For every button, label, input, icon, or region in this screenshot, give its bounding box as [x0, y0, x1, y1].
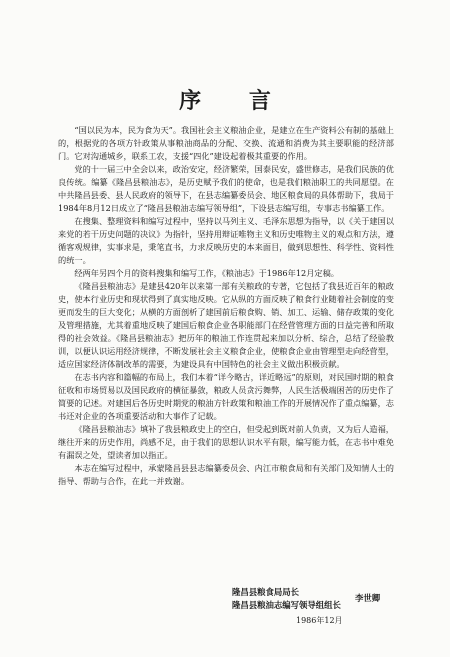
signer-name: 李世卿 — [355, 593, 381, 603]
paragraph: 党的十一届三中全会以来，政治安定，经济繁荣，国泰民安，盛世修志，是我们民族的优良传统。编纂《隆昌县粮油志》，是历史赋予我们的使命，也是我们粮油职工的共同愿望。在中共隆昌县委、县人民政府的领导下，在县志编纂委员会、地区粮食局的具体帮助下，我局于1984年8月12日成立了“隆昌县粮油志编写领导组”，下设县志编写组，专事志书编纂工作。 — [58, 164, 394, 213]
paragraph: 在搜集、整理资料和编写过程中，坚持以马列主义、毛泽东思想为指导，以《关于建国以来党的若干历史问题的决议》为指针，坚持用辩证唯物主义和历史唯物主义的观点和方法，遵循客观规律，实事求是，秉笔直书，力求反映历史的本来面目，做到思想性、科学性、资料性的统一。 — [58, 216, 394, 265]
paragraph: 《隆昌县粮油志》是建县420年以来第一部有关粮政的专著，它包括了我县近百年的粮政史，使本行业历史和现状得到了真实地反映。它从纵的方面反映了粮食行业随着社会制度的变更而发生的巨大变化；从横的方面剖析了建国前后粮食购、销、加工、运输、储存政策的变化及管理措施，尤其着重地反映了建国后粮食企业各职能部门在经营管理方面的日益完善和所取得的社会效益。《隆昌县粮油志》把历年的粮油工作连贯起来加以分析、综合，总结了经验教训，以便认识运用经济规律，不断发展社会主义粮食企业，使粮食企业由管理型走向经营型，适应国家经济体制改革的需要，为建设具有中国特色的社会主义做出积极贡献。 — [58, 281, 394, 369]
paragraph: 本志在编写过程中，承蒙隆昌县县志编纂委员会、内江市粮食局和有关部门及知情人士的指导、帮助与合作，在此一并致谢。 — [58, 463, 394, 486]
paragraph: “国以民为本，民为食为天”。我国社会主义粮油企业，是建立在生产资料公有制的基础上的，根据党的各项方针政策从事粮油商品的分配、交换、流通和消费为其主要职能的经济部门。它对沟通城乡，联系工农，支援“四化”建设起着极其重要的作用。 — [58, 125, 394, 161]
preface-body — [58, 124, 394, 488]
signature-title-1: 隆昌县粮食局局长 — [232, 587, 299, 597]
paragraph: 《隆昌县粮油志》填补了我县粮政史上的空白，但受起到既对前人负责，又为后人造福，继往开来的历史作用，尚感不足，由于我们的思想认识水平有限，编写能力低，在志书中难免有漏误之处，望读者加以指正。 — [58, 424, 394, 460]
paragraph: 经两年另四个月的资料搜集和编写工作，《粮油志》于1986年12月定稿。 — [74, 268, 339, 278]
page-title: 序 言 — [179, 88, 291, 114]
signature-date: 1986年12月 — [296, 616, 343, 625]
paragraph: 在志书内容和篇幅的布局上，我们本着“详今略古，详近略远”的原则，对民国时期的粮食征收和市场贸易以及国民政府的横征暴敛，粮政人员贪污舞弊，人民生活极端困苦的历史作了简要的记述。对建国后各历史时期党的粮油方针政策和粮油工作的开展情况作了重点编纂，志书还对企业的各项重要活动和大事作了记载。 — [58, 372, 394, 421]
signature-title-2: 隆昌县粮油志编写领导组组长 — [232, 600, 341, 610]
